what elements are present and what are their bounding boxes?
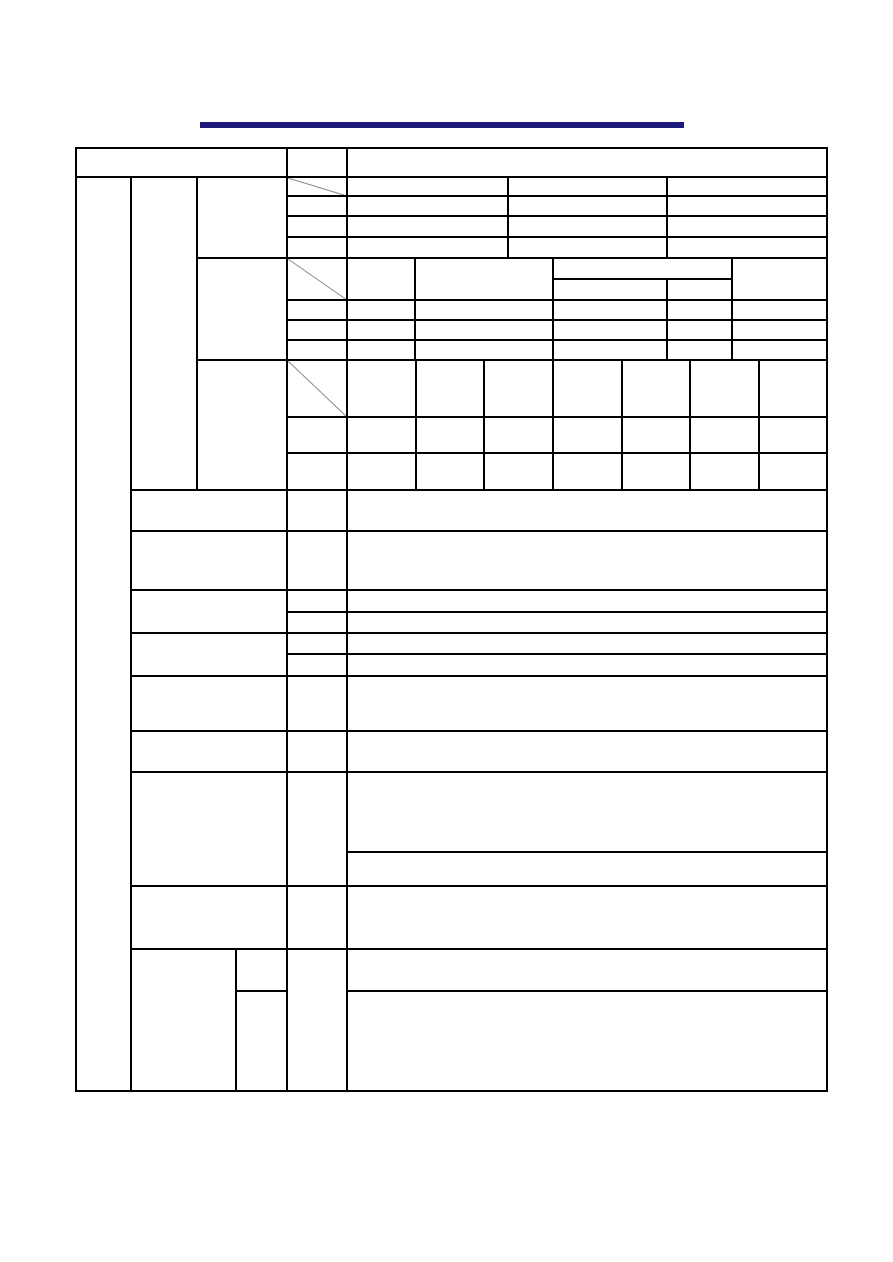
grid-line-vertical xyxy=(666,176,668,259)
grid-line-horizontal xyxy=(286,195,828,197)
grid-line-horizontal xyxy=(286,653,828,655)
grid-line-horizontal xyxy=(286,299,828,301)
grid-line-vertical xyxy=(235,948,237,1092)
grid-line-horizontal xyxy=(75,1090,828,1092)
grid-line-horizontal xyxy=(130,730,828,732)
grid-line-horizontal xyxy=(286,452,828,454)
grid-line-vertical xyxy=(75,147,77,1092)
grid-line-horizontal xyxy=(130,632,828,634)
grid-line-horizontal xyxy=(286,215,828,217)
grid-line-horizontal xyxy=(286,611,828,613)
grid-line-vertical xyxy=(621,359,623,491)
grid-line-horizontal xyxy=(346,990,828,992)
grid-line-vertical xyxy=(414,257,416,361)
grid-line-vertical xyxy=(415,359,417,491)
grid-line-horizontal xyxy=(346,851,828,853)
grid-line-vertical xyxy=(196,176,198,491)
grid-line-horizontal xyxy=(130,589,828,591)
grid-line-horizontal xyxy=(286,416,828,418)
grid-line-vertical xyxy=(552,257,554,361)
grid-line-vertical xyxy=(731,257,733,361)
grid-line-horizontal xyxy=(286,339,828,341)
grid-line-vertical xyxy=(758,359,760,491)
grid-line-vertical xyxy=(552,359,554,491)
grid-line-horizontal xyxy=(552,278,733,280)
grid-line-vertical xyxy=(826,147,828,1092)
diagonal-line xyxy=(288,259,347,300)
grid-line-vertical xyxy=(689,359,691,491)
grid-line-horizontal xyxy=(75,147,828,149)
grid-line-vertical xyxy=(507,176,509,259)
grid-line-vertical xyxy=(130,176,132,1092)
grid-line-horizontal xyxy=(286,319,828,321)
grid-line-horizontal xyxy=(130,489,828,491)
grid-line-horizontal xyxy=(130,771,828,773)
grid-line-horizontal xyxy=(196,359,828,361)
grid-line-vertical xyxy=(346,147,348,1092)
grid-line-horizontal xyxy=(130,675,828,677)
grid-line-horizontal xyxy=(75,176,828,178)
grid-line-vertical xyxy=(666,278,668,361)
grid-line-horizontal xyxy=(286,236,828,238)
grid-line-horizontal xyxy=(130,530,828,532)
diagonal-line xyxy=(288,178,347,196)
grid-line-vertical xyxy=(483,359,485,491)
grid-line-vertical xyxy=(286,147,288,1092)
diagonal-line xyxy=(288,361,347,417)
grid-line-horizontal xyxy=(235,990,288,992)
grid-line-horizontal xyxy=(130,885,828,887)
grid-line-horizontal xyxy=(196,257,828,259)
